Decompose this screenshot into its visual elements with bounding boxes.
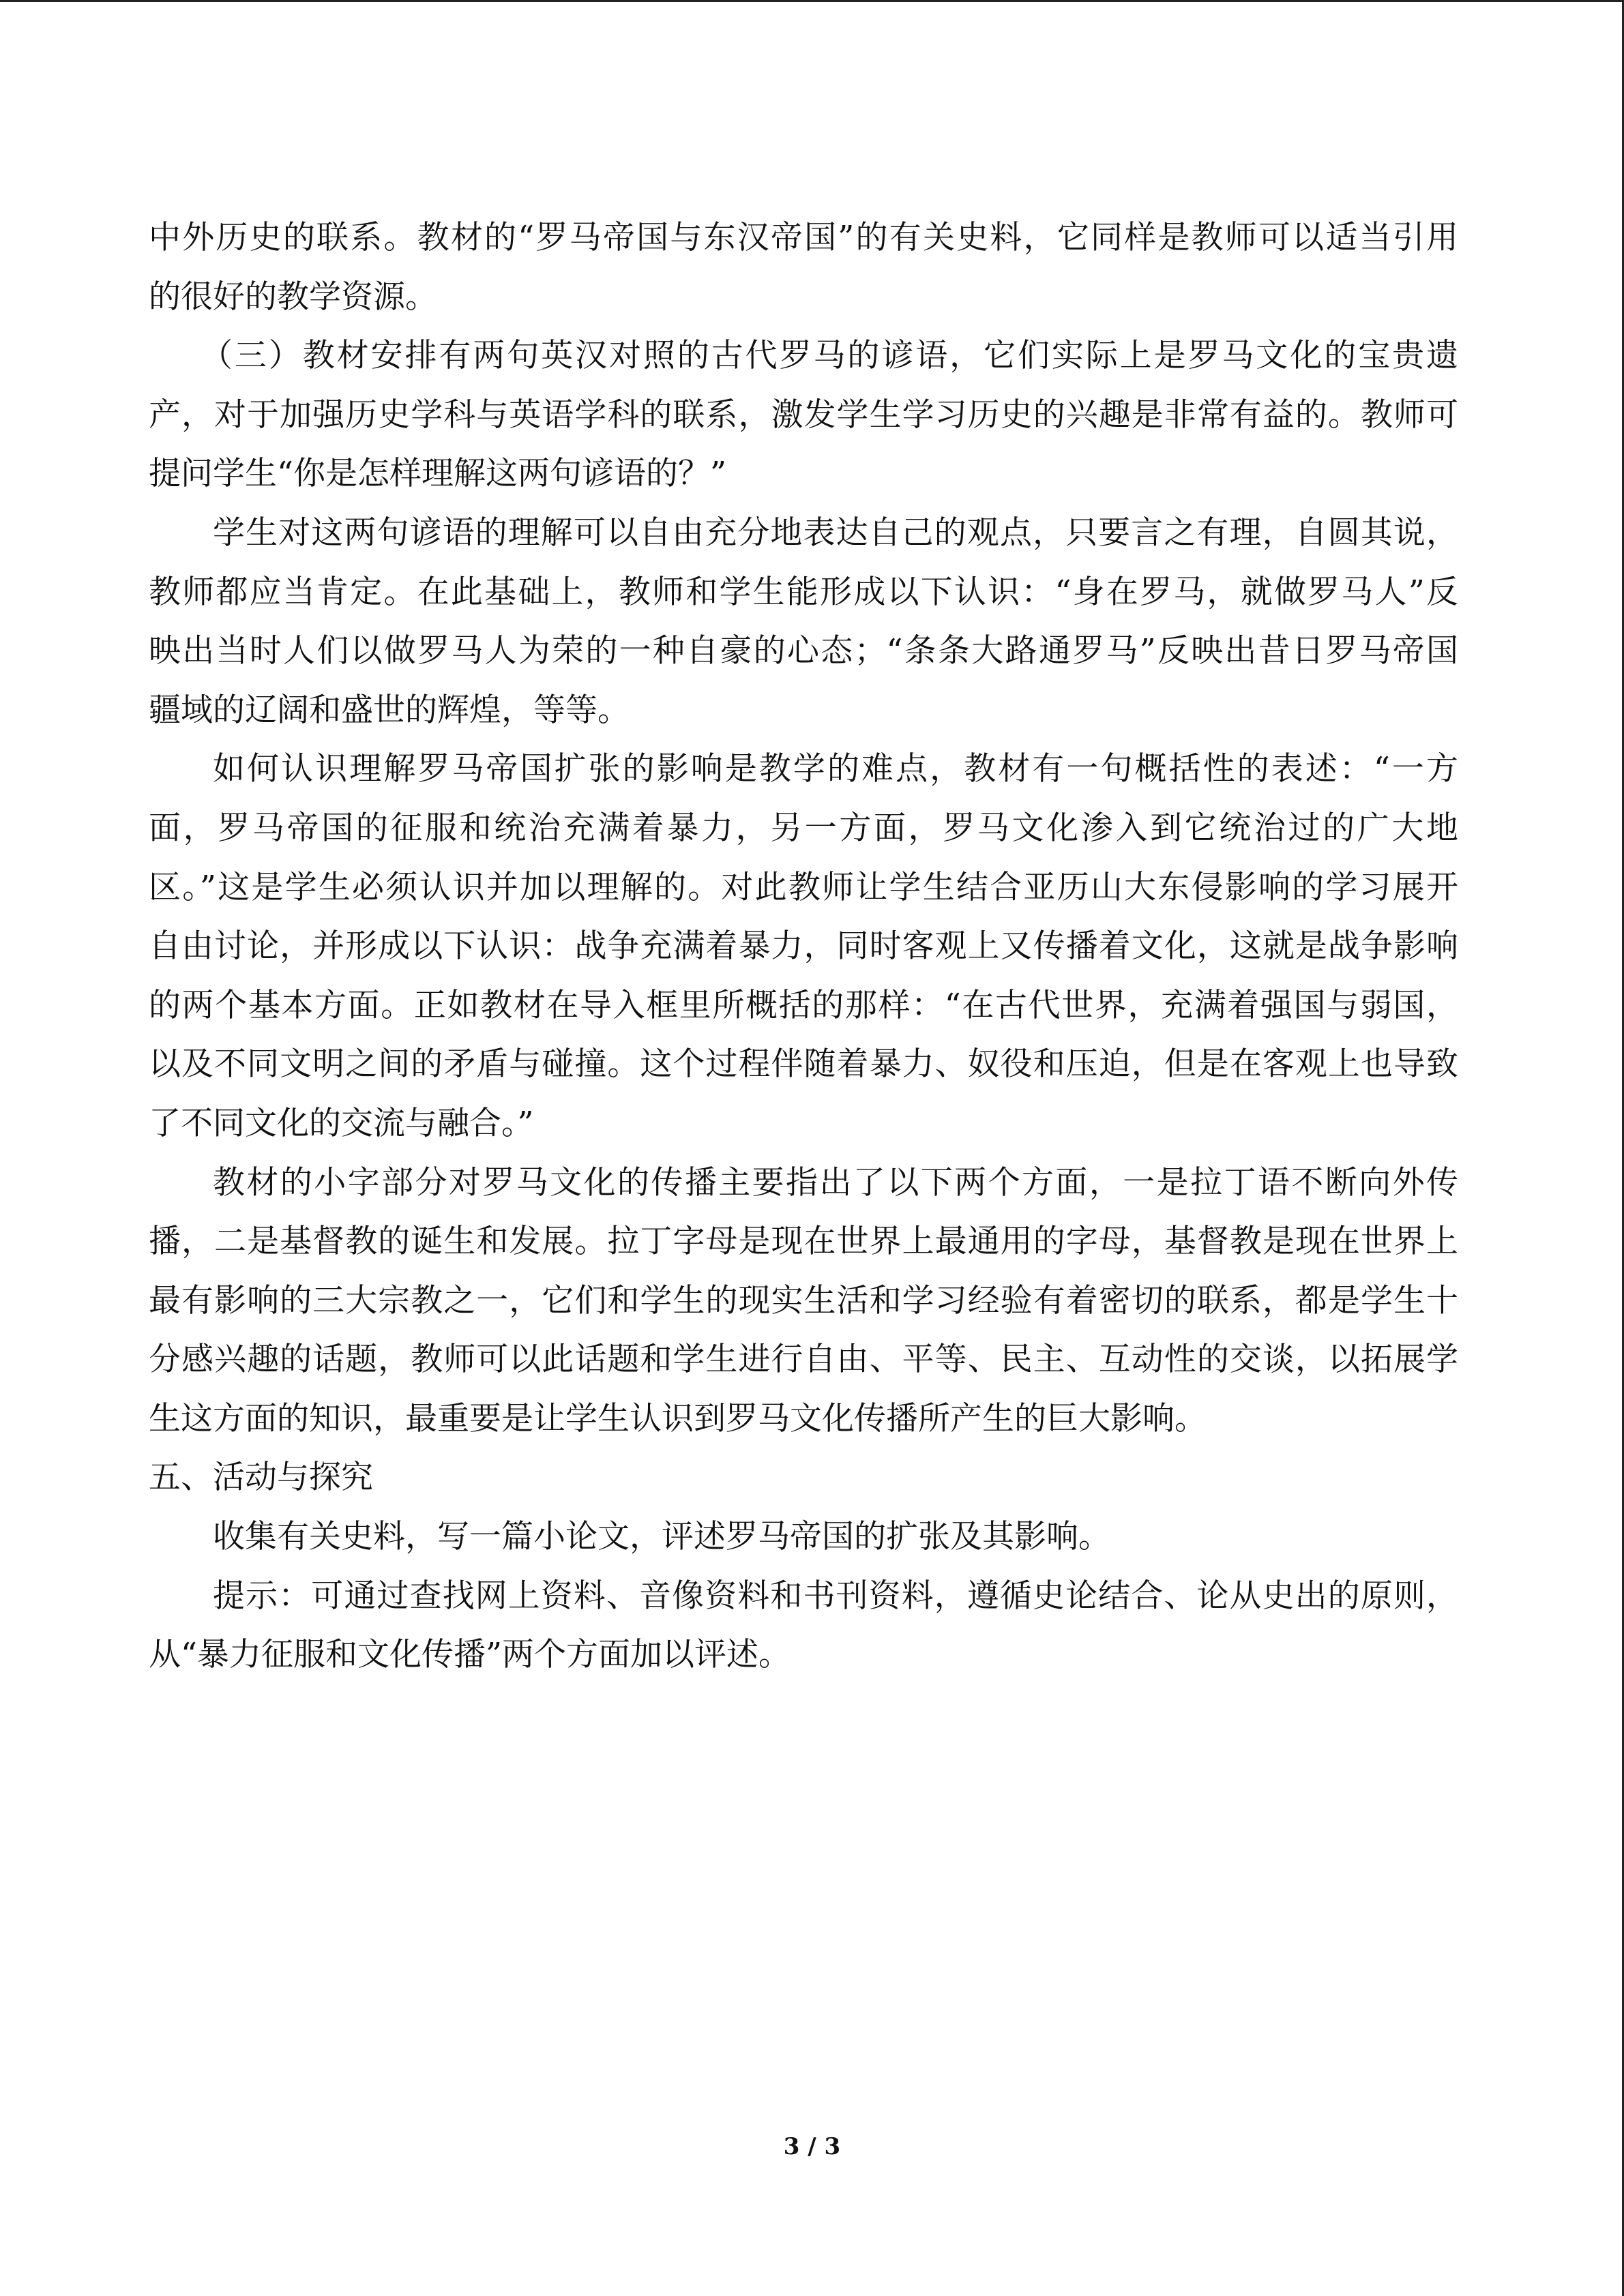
text-line: 提问学生“你是怎样理解这两句谚语的？” <box>149 455 727 493</box>
text-line: 学生对这两句谚语的理解可以自由充分地表达自己的观点，只要言之有理，自圆其说， <box>213 513 1458 552</box>
text-line: 播，二是基督教的诞生和发展。拉丁字母是现在世界上最通用的字母，基督教是现在世界上 <box>149 1223 1458 1261</box>
text-line: 生这方面的知识，最重要是让学生认识到罗马文化传播所产生的巨大影响。 <box>149 1399 1207 1437</box>
text-line: 以及不同文明之间的矛盾与碰撞。这个过程伴随着暴力、奴役和压迫，但是在客观上也导致 <box>149 1045 1458 1084</box>
text-line: 自由讨论，并形成以下认识：战争充满着暴力，同时客观上又传播着文化，这就是战争影响 <box>149 927 1458 966</box>
text-line: 收集有关史料，写一篇小论文，评述罗马帝国的扩张及其影响。 <box>213 1518 1110 1556</box>
text-line: 从“暴力征服和文化传播”两个方面加以评述。 <box>149 1636 791 1674</box>
text-line: 教师都应当肯定。在此基础上，教师和学生能形成以下认识：“身在罗马，就做罗马人”反 <box>149 573 1458 611</box>
text-line: 产，对于加强历史学科与英语学科的联系，激发学生学习历史的兴趣是非常有益的。教师可 <box>149 396 1458 434</box>
text-line: 的很好的教学资源。 <box>149 278 437 316</box>
text-line: 五、活动与探究 <box>149 1459 373 1497</box>
text-line: 最有影响的三大宗教之一，它们和学生的现实生活和学习经验有着密切的联系，都是学生十 <box>149 1281 1458 1320</box>
text-line: 的两个基本方面。正如教材在导入框里所概括的那样：“在古代世界，充满着强国与弱国， <box>149 986 1458 1024</box>
text-line: 分感兴趣的话题，教师可以此话题和学生进行自由、平等、民主、互动性的交谈，以拓展学 <box>149 1341 1458 1379</box>
text-line: 映出当时人们以做罗马人为荣的一种自豪的心态；“条条大路通罗马”反映出昔日罗马帝国 <box>149 632 1458 670</box>
text-line: 面，罗马帝国的征服和统治充满着暴力，另一方面，罗马文化渗入到它统治过的广大地 <box>149 809 1458 847</box>
text-line: 教材的小字部分对罗马文化的传播主要指出了以下两个方面，一是拉丁语不断向外传 <box>213 1163 1458 1202</box>
text-line: 区。”这是学生必须认识并加以理解的。对此教师让学生结合亚历山大东侵影响的学习展开 <box>149 868 1458 906</box>
document-body <box>149 209 1458 1685</box>
text-line: 中外历史的联系。教材的“罗马帝国与东汉帝国”的有关史料，它同样是教师可以适当引用 <box>149 219 1458 256</box>
text-line: 提示：可通过查找网上资料、音像资料和书刊资料，遵循史论结合、论从史出的原则， <box>213 1577 1458 1615</box>
page-number: 3 / 3 <box>783 2133 841 2160</box>
text-line: 疆域的辽阔和盛世的辉煌，等等。 <box>149 691 630 729</box>
text-line: 了不同文化的交流与融合。” <box>149 1104 534 1142</box>
text-line: （三）教材安排有两句英汉对照的古代罗马的谚语，它们实际上是罗马文化的宝贵遗 <box>201 337 1458 375</box>
text-line: 如何认识理解罗马帝国扩张的影响是教学的难点，教材有一句概括性的表述：“一方 <box>213 750 1458 788</box>
